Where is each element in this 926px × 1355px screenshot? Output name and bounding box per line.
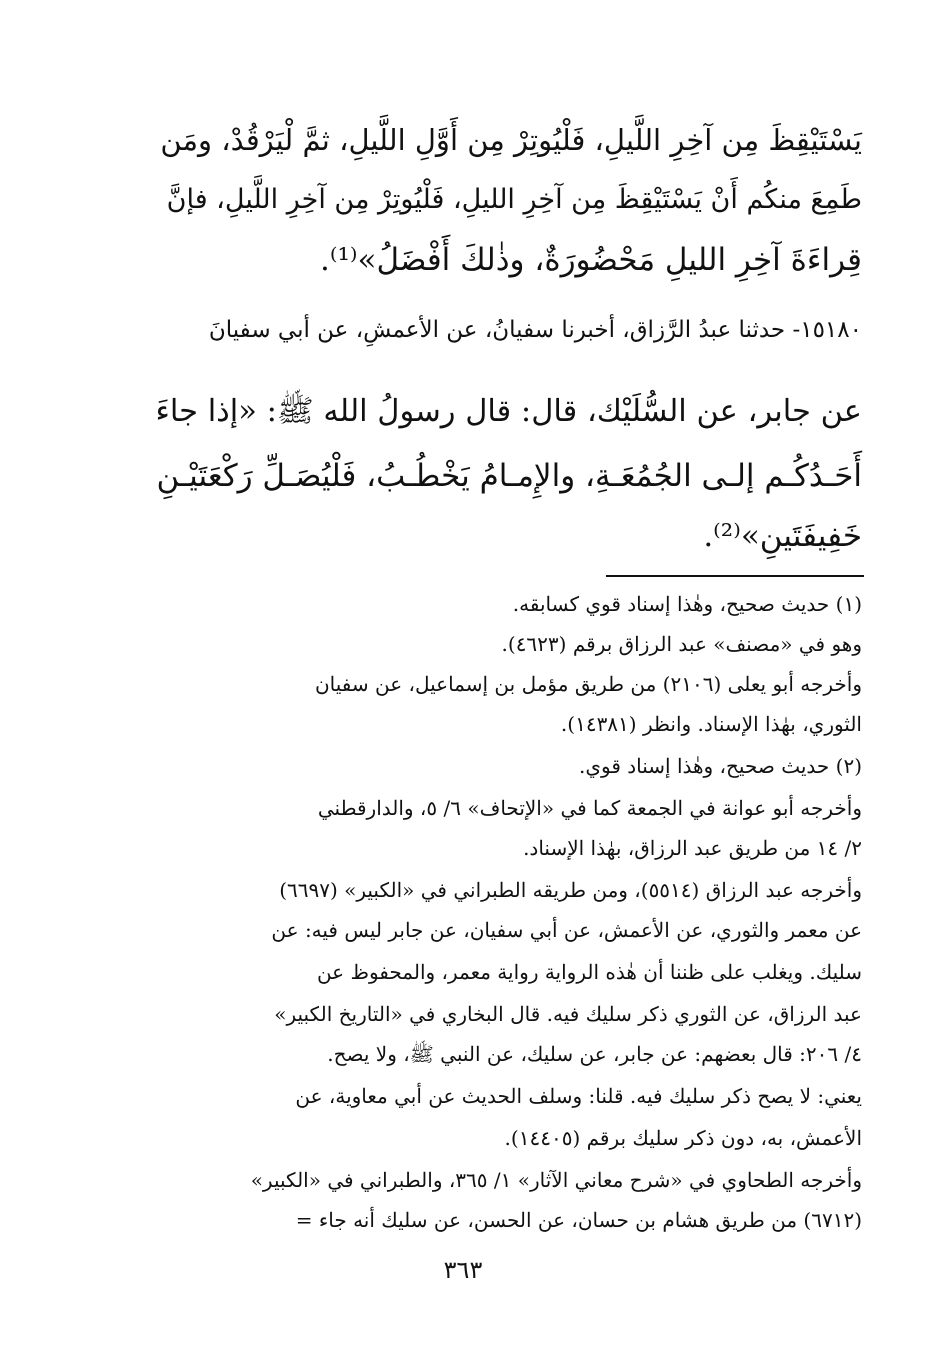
- main-text-line-3: قِراءَةَ آخِرِ الليلِ مَحْضُورَةٌ، وذٰلكَ أَفْضَلُ»⁽¹⁾.: [319, 242, 862, 278]
- footnote-line: الثوري، بهٰذا الإسناد. وانظر (١٤٣٨١).: [560, 712, 862, 736]
- page-number: ٣٦٣: [443, 1256, 483, 1284]
- footnote-line: سليك. ويغلب على ظننا أن هٰذه الرواية رواية معمر، والمحفوظ عن: [316, 960, 862, 984]
- main-text-line-1: يَسْتَيْقِظَ مِن آخِرِ اللَّيلِ، فَلْيُوتِرْ مِن أَوَّلِ اللَّيلِ، ثمَّ لْيَرْقُدْ، ومَن: [160, 123, 862, 157]
- footnote-line: وأخرجه الطحاوي في «شرح معاني الآثار» ١/ ٣٦٥، والطبراني في «الكبير»: [250, 1168, 862, 1192]
- footnote-line: ٢/ ١٤ من طريق عبد الرزاق، بهٰذا الإسناد.: [523, 836, 862, 860]
- footnote-line: (٢) حديث صحيح، وهٰذا إسناد قوي.: [578, 754, 862, 778]
- footnote-line: الأعمش، به، دون ذكر سليك برقم (١٤٤٠٥).: [504, 1126, 862, 1150]
- hadith-text-line-1: عن جابر، عن السُّلَيْك، قال: قال رسولُ الله ﷺ: «إذا جاءَ: [155, 394, 862, 429]
- footnote-line: وأخرجه أبو عوانة في الجمعة كما في «الإتحاف» ٦/ ٥، والدارقطني: [317, 796, 862, 820]
- footnote-line: عبد الرزاق، عن الثوري ذكر سليك فيه. قال البخاري في «التاريخ الكبير»: [274, 1002, 862, 1026]
- footnote-line: وهو في «مصنف» عبد الرزاق برقم (٤٦٢٣).: [501, 632, 862, 656]
- main-text-line-2: طَمِعَ منكُم أَنْ يَسْتَيْقِظَ مِن آخِرِ الليلِ، فَلْيُوتِرْ مِن آخِرِ اللَّيلِ، فإنَّ: [166, 184, 862, 215]
- hadith-text-line-2: أَحَـدُكُـم إلـى الجُمُعَـةِ، والإِمـامُ يَخْطُـبُ، فَلْيُصَـلِّ رَكْعَتَيْـنِ: [156, 458, 862, 494]
- footnote-line: وأخرجه أبو يعلى (٢١٠٦) من طريق مؤمل بن إسماعيل، عن سفيان: [314, 672, 862, 696]
- footnote-line: ٤/ ٢٠٦: قال بعضهم: عن جابر، عن سليك، عن النبي ﷺ، ولا يصح.: [327, 1042, 862, 1066]
- footnote-line: وأخرجه عبد الرزاق (٥٥١٤)، ومن طريقه الطبراني في «الكبير» (٦٦٩٧): [279, 878, 862, 902]
- footnote-line: (٦٧١٢) من طريق هشام بن حسان، عن الحسن، عن سليك أنه جاء =: [295, 1208, 862, 1232]
- footnote-line: يعني: لا يصح ذكر سليك فيه. قلنا: وسلف الحديث عن أبي معاوية، عن: [295, 1084, 862, 1108]
- hadith-text-line-3: خَفِيفَتَينِ»⁽²⁾.: [703, 518, 862, 554]
- footnote-separator: [606, 575, 864, 577]
- hadith-number-line: ١٥١٨٠- حدثنا عبدُ الرَّزاق، أخبرنا سفيانُ، عن الأعمشِ، عن أبي سفيانَ: [208, 317, 862, 343]
- footnote-line: عن معمر والثوري، عن الأعمش، عن أبي سفيان، عن جابر ليس فيه: عن: [271, 918, 862, 942]
- footnote-line: (١) حديث صحيح، وهٰذا إسناد قوي كسابقه.: [512, 592, 862, 616]
